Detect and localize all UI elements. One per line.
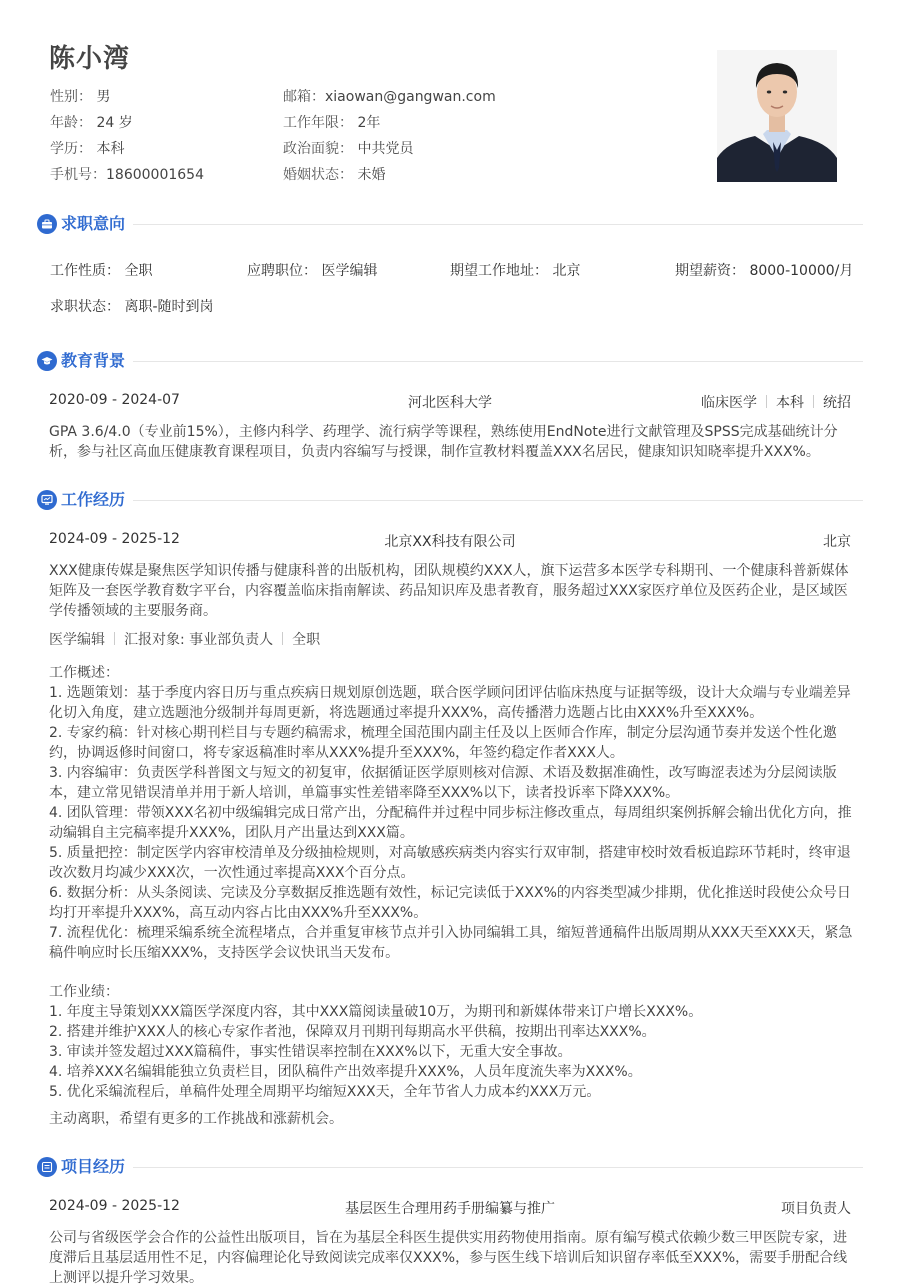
text-line: 2. 专家约稿：针对核心期刊栏目与专题约稿需求，梳理全国范围内副主任及以上医师合作库，制定分层沟通节奏并发送个性化邀 (49, 725, 837, 741)
text-line: GPA 3.6/4.0（专业前15%），主修内科学、药理学、流行病学等课程，熟练使用EndNote进行文献管理及SPSS完成基础统计分 (49, 424, 838, 440)
text-line: 化切入角度，建立选题池分级制并每周更新，将选题通过率提升XXX%，高传播潜力选题占比由XXX%升至XXX%。 (49, 705, 764, 721)
candidate-name: 陈小湾 (49, 44, 131, 74)
text-line: 6. 数据分析：从头条阅读、完读及分享数据反推选题有效性，标记完读低于XXX%的内容类型减少排期，优化推送时段使公众号日 (49, 885, 851, 901)
gender-field: 性别： 男 (50, 89, 111, 105)
text-line: 1. 年度主导策划XXX篇医学深度内容，其中XXX篇阅读量破10万，为期刊和新媒体带来订户增长XXX%。 (49, 1004, 703, 1020)
section-title: 项目经历 (61, 1157, 126, 1176)
text-line: 3. 内容编审：负责医学科普图文与短文的初复审，依据循证医学原则核对信源、术语及数据准确性，改写晦涩表述为分层阅读版 (49, 765, 837, 781)
text-line: 3. 审读并签发超过XXX篇稿件，事实性错误率控制在XXX%以下，无重大安全事故。 (49, 1044, 572, 1060)
monitor-icon (37, 490, 57, 510)
work-achievements (49, 982, 855, 1102)
education-school: 河北医科大学 (408, 395, 492, 411)
section-title: 教育背景 (61, 351, 126, 370)
work-years-field: 工作年限： 2年 (283, 115, 381, 131)
divider (282, 632, 283, 645)
education-degree: 本科 (776, 395, 804, 411)
text-line: 学传播领域的主要服务商。 (49, 603, 217, 619)
text-line: 4. 培养XXX名编辑能独立负责栏目，团队稿件产出效率提升XXX%，人员年度流失率为XXX%。 (49, 1064, 642, 1080)
section-divider (133, 224, 863, 225)
education-major: 临床医学 (701, 395, 757, 411)
work-type: 全职 (292, 632, 321, 648)
politics-field: 政治面貌： 中共党员 (283, 141, 414, 157)
job-type-field: 工作性质： 全职 (50, 263, 153, 279)
work-company: 北京XX科技有限公司 (384, 534, 516, 550)
job-status-field: 求职状态： 离职-随时到岗 (50, 299, 214, 315)
education-level-field: 学历： 本科 (50, 141, 125, 157)
age-field: 年龄： 24 岁 (50, 115, 133, 131)
divider (766, 395, 767, 408)
marital-field: 婚姻状态： 未婚 (283, 167, 386, 183)
graduation-cap-icon (37, 351, 57, 371)
job-position-field: 应聘职位： 医学编辑 (247, 263, 378, 279)
phone-field: 手机号：18600001654 (50, 167, 204, 183)
text-line: 动编辑自主完稿率提升XXX%，团队月产出量达到XXX篇。 (49, 825, 414, 841)
section-title: 求职意向 (61, 214, 126, 233)
text-line: 2. 搭建并维护XXX人的核心专家作者池，保障双月刊期刊每期高水平供稿，按期出刊率达XXX%。 (49, 1024, 656, 1040)
work-tags (49, 629, 320, 649)
section-divider (133, 500, 863, 501)
text-line: 析，参与社区高血压健康教育课程项目，负责内容编写与授课，制作宣教材料覆盖XXX名居民，健康知识知晓率提升XXX%。 (49, 444, 820, 460)
section-job-intent-header (37, 212, 863, 236)
overview-heading: 工作概述： (49, 665, 119, 681)
section-education-header (37, 349, 863, 373)
text-line: 5. 质量把控：制定医学内容审校清单及分级抽检规则，对高敏感疾病类内容实行双审制，搭建审校时效看板追踪环节耗时，终审退 (49, 845, 851, 861)
text-line: 7. 流程优化：梳理采编系统全流程堵点，合并重复审核节点并引入协同编辑工具，缩短普通稿件出版周期从XXX天至XXX天，紧急 (49, 925, 853, 941)
list-icon (37, 1157, 57, 1177)
work-role: 医学编辑 (49, 632, 105, 648)
text-line: 矩阵及一套医学教育数字平台，内容覆盖临床指南解读、药品知识库及患者教育，服务超过XXX家医疗单位及医药企业，是区域医 (49, 583, 848, 599)
job-salary-field: 期望薪资： 8000-10000/月 (675, 263, 854, 279)
text-line: XXX健康传媒是聚焦医学知识传播与健康科普的出版机构，团队规模约XXX人，旗下运营多本医学专科期刊、一个健康科普新媒体 (49, 563, 849, 579)
company-description (49, 561, 855, 621)
text-line: 约，协调返修时间窗口，将专家返稿准时率从XXX%提升至XXX%，年签约稳定作者XXX人。 (49, 745, 624, 761)
project-period: 2024-09 - 2025-12 (49, 1198, 180, 1214)
section-project-header (37, 1155, 863, 1179)
briefcase-icon (37, 214, 57, 234)
text-line: 均打开率提升XXX%，高互动内容占比由XXX%升至XXX%。 (49, 905, 428, 921)
leave-reason (49, 1109, 855, 1129)
work-report-to: 汇报对象: 事业部负责人 (124, 632, 274, 648)
text-line: 1. 选题策划：基于季度内容日历与重点疾病日规划原创选题，联合医学顾问团评估临床热度与证据等级，设计大众端与专业端差异 (49, 685, 851, 701)
text-line: 本，建立常见错误清单并用于新人培训，单篇事实性差错率降至XXX%以下，读者投诉率下降XXX%。 (49, 785, 680, 801)
project-name: 基层医生合理用药手册编纂与推广 (345, 1201, 555, 1217)
text-line: 主动离职，希望有更多的工作挑战和涨薪机会。 (49, 1111, 343, 1127)
work-city: 北京 (823, 534, 851, 550)
divider (813, 395, 814, 408)
work-period: 2024-09 - 2025-12 (49, 531, 180, 547)
education-description (49, 422, 855, 462)
section-title: 工作经历 (61, 490, 126, 509)
section-divider (133, 361, 863, 362)
divider (114, 632, 115, 645)
job-location-field: 期望工作地址： 北京 (450, 263, 581, 279)
section-work-header (37, 488, 863, 512)
project-description (49, 1228, 855, 1288)
text-line: 改次数月均减少XXX次，一次性通过率提高XXX个百分点。 (49, 865, 415, 881)
section-divider (133, 1167, 863, 1168)
text-line: 公司与省级医学会合作的公益性出版项目，旨在为基层全科医生提供实用药物使用指南。原有编写模式依赖少数三甲医院专家，进 (49, 1230, 847, 1246)
work-overview (49, 663, 855, 963)
education-period: 2020-09 - 2024-07 (49, 392, 180, 408)
email-field: 邮箱：xiaowan@gangwan.com (283, 89, 496, 105)
text-line: 5. 优化采编流程后，单稿件处理全周期平均缩短XXX天，全年节省人力成本约XXX万元。 (49, 1084, 601, 1100)
text-line: 上测评以提升学习效果。 (49, 1270, 203, 1286)
achievement-heading: 工作业绩： (49, 984, 119, 1000)
text-line: 稿件响应时长压缩XXX%，支持医学会议快讯当天发布。 (49, 945, 400, 961)
profile-photo (717, 50, 837, 182)
education-meta (600, 392, 851, 412)
text-line: 4. 团队管理：带领XXX名初中级编辑完成日常产出，分配稿件并过程中同步标注修改重点，每周组织案例拆解会输出优化方向，推 (49, 805, 852, 821)
education-mode: 统招 (823, 395, 851, 411)
text-line: 度滞后且基层适用性不足，内容偏理论化导致阅读完成率仅XXX%，参与医生线下培训后知识留存率低至XXX%，需要手册配合线 (49, 1250, 848, 1266)
project-role: 项目负责人 (781, 1201, 851, 1217)
